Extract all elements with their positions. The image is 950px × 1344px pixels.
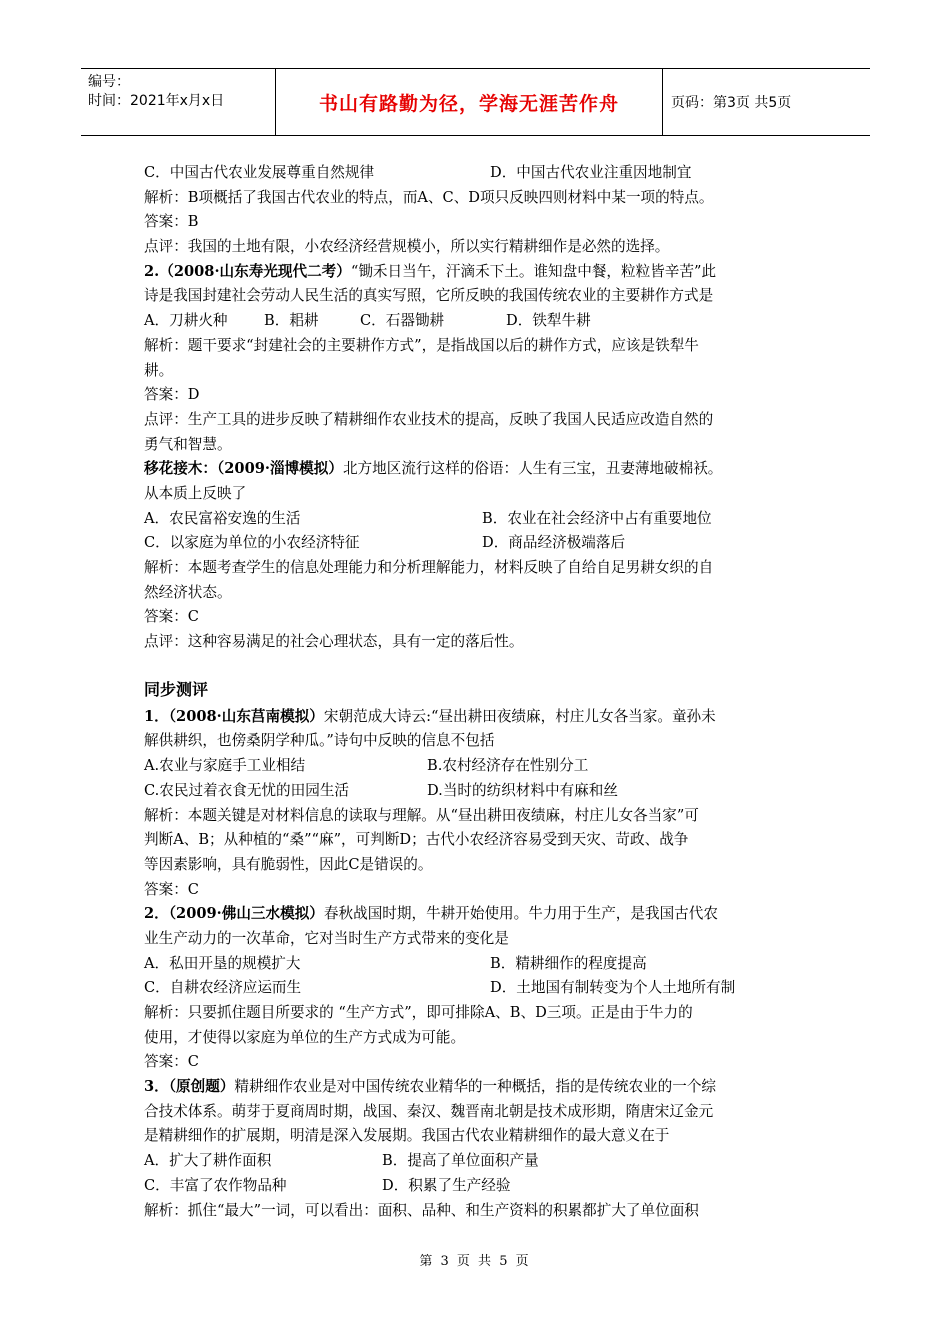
answer-option: D．商品经济极端落后 [482, 534, 626, 552]
line-text: 北方地区流行这样的俗语：人生有三宝，丑妻薄地破棉袄。 [342, 460, 723, 478]
question-label: 1．（2008·山东莒南模拟） [144, 707, 324, 725]
text-line [144, 1026, 812, 1051]
option-row [144, 1149, 812, 1174]
answer-option: B．提高了单位面积产量 [382, 1152, 539, 1170]
line-text: 是精耕细作的扩展期，明清是深入发展期。我国古代农业精耕细作的最大意义在于 [144, 1127, 670, 1145]
answer-option: A．刀耕火种 [144, 312, 228, 330]
text-line [144, 482, 812, 507]
line-text: 合技术体系。萌芽于夏商周时期，战国、秦汉、魏晋南北朝是技术成形期，隋唐宋辽金元 [144, 1102, 714, 1120]
option-row [144, 507, 812, 532]
line-text: 点评：我国的土地有限，小农经济经营规模小，所以实行精耕细作是必然的选择。 [144, 238, 670, 256]
question-label: 2.（2008·山东寿光现代二考） [144, 262, 351, 280]
option-row [144, 531, 812, 556]
line-text: 解析：B项概括了我国古代农业的特点，而A、C、D项只反映四则材料中某一项的特点。 [144, 188, 714, 206]
text-line [144, 186, 812, 211]
text-line [144, 705, 812, 730]
answer-option: C．以家庭为单位的小农经济特征 [144, 534, 360, 552]
question-label: 3．（原创题） [144, 1078, 235, 1096]
text-line [144, 383, 812, 408]
line-text: 点评：生产工具的进步反映了精耕细作农业技术的提高，反映了我国人民适应改造自然的 [144, 410, 714, 428]
line-text: 答案：B [144, 213, 199, 231]
question-label: 2．（2009·佛山三水模拟） [144, 905, 324, 923]
text-line [144, 804, 812, 829]
answer-option: D．铁犁牛耕 [506, 312, 591, 330]
answer-option: C．石器锄耕 [360, 312, 445, 330]
answer-option: B．精耕细作的程度提高 [490, 954, 647, 972]
line-text: 业生产动力的一次革命，它对当时生产方式带来的变化是 [144, 929, 509, 947]
answer-option: D.当时的纺织材料中有麻和丝 [427, 781, 618, 799]
option-row [144, 754, 812, 779]
question-label: 移花接木：（2009·淄博模拟） [144, 460, 343, 478]
answer-option: B．耜耕 [264, 312, 319, 330]
answer-option: C．中国古代农业发展尊重自然规律 [144, 164, 375, 181]
line-text: 从本质上反映了 [144, 484, 247, 502]
document-body [144, 161, 812, 1223]
text-line [144, 334, 812, 359]
line-text: 解析：本题考查学生的信息处理能力和分析理解能力，材料反映了自给自足男耕女织的自 [144, 559, 714, 576]
example-block [144, 161, 812, 655]
answer-option: D．中国古代农业注重因地制宜 [490, 164, 692, 181]
text-line [144, 1001, 812, 1026]
page-footer: 第 3 页 共 5 页 [419, 1254, 531, 1269]
text-line [144, 902, 812, 927]
text-line [144, 1199, 812, 1224]
answer-option: A．扩大了耕作面积 [144, 1152, 272, 1170]
line-text: 精耕细作农业是对中国传统农业精华的一种概括，指的是传统农业的一个综 [234, 1078, 717, 1096]
line-text: 耕。 [144, 361, 174, 379]
answer-option: B.农村经济存在性别分工 [427, 757, 589, 775]
line-text: 解析：只要抓住题目所要求的 “生产方式”，即可排除A、B、D三项。正是由于牛力的 [144, 1004, 693, 1021]
text-line [144, 235, 812, 260]
line-text: 春秋战国时期，牛耕开始使用。牛力用于生产，是我国古代农 [323, 905, 718, 923]
header-meta [81, 69, 276, 135]
text-line [144, 1050, 812, 1075]
option-row [144, 779, 812, 804]
line-text: 解析：题干要求“封建社会的主要耕作方式”，是指战国以后的耕作方式，应该是铁犁牛 [144, 336, 699, 354]
line-text: 答案：D [144, 386, 200, 404]
text-line [144, 605, 812, 630]
doc-number-label: 编号： [88, 74, 130, 90]
text-line [144, 556, 812, 581]
text-line [144, 210, 812, 235]
text-line [144, 729, 812, 754]
header-motto: 书山有路勤为径，学海无涯苦作舟 [276, 69, 663, 135]
answer-option: C.农民过着衣食无忧的田园生活 [144, 781, 350, 799]
answer-option: A．农民富裕安逸的生活 [144, 509, 301, 527]
line-text: 然经济状态。 [144, 583, 232, 601]
line-text: 点评：这种容易满足的社会心理状态，具有一定的落后性。 [144, 633, 524, 651]
line-text: “锄禾日当午，汗滴禾下土。谁知盘中餐，粒粒皆辛苦”此 [350, 262, 717, 280]
text-line [144, 433, 812, 458]
answer-option: D．积累了生产经验 [382, 1176, 511, 1194]
section-title: 同步测评 [144, 679, 209, 699]
line-text: 判断A、B；从种植的“桑”“麻”，可判断D；古代小农经济容易受到天灾、苛政、战争 [144, 831, 689, 849]
text-line [144, 260, 812, 285]
text-line [144, 457, 812, 482]
line-text: 使用，才使得以家庭为单位的生产方式成为可能。 [144, 1028, 466, 1046]
option-row [144, 952, 812, 977]
line-text: 解析：本题关键是对材料信息的读取与理解。从“昼出耕田夜绩麻，村庄儿女各当家”可 [144, 806, 699, 824]
answer-option: A．私田开垦的规模扩大 [144, 954, 301, 972]
text-line [144, 878, 812, 903]
line-text: 解析：抓住“最大”一词，可以看出：面积、品种、和生产资料的积累都扩大了单位面积 [144, 1201, 699, 1219]
answer-option: C．自耕农经济应运而生 [144, 979, 302, 997]
text-line [144, 581, 812, 606]
answer-option: A.农业与家庭手工业相结 [144, 757, 306, 775]
text-line [144, 408, 812, 433]
page-header [81, 68, 870, 136]
text-line [144, 1124, 812, 1149]
text-line [144, 284, 812, 309]
text-line [144, 927, 812, 952]
text-line [144, 359, 812, 384]
line-text: 答案：C [144, 880, 199, 898]
option-row [144, 1174, 812, 1199]
line-text: 等因素影响，具有脆弱性，因此C是错误的。 [144, 855, 433, 873]
answer-option: D．土地国有制转变为个人土地所有制 [490, 979, 736, 997]
exercise-block [144, 705, 812, 1223]
text-line [144, 1075, 812, 1100]
line-text: 宋朝范成大诗云:“昼出耕田夜绩麻，村庄儿女各当家。童孙未 [323, 707, 716, 725]
answer-option: B．农业在社会经济中占有重要地位 [482, 509, 712, 527]
line-text: 答案：C [144, 1053, 199, 1071]
text-line [144, 828, 812, 853]
text-line [144, 630, 812, 655]
line-text: 答案：C [144, 608, 199, 626]
line-text: 解供耕织，也傍桑阴学种瓜。”诗句中反映的信息不包括 [144, 732, 495, 750]
option-row [144, 161, 812, 186]
line-text: 勇气和智慧。 [144, 435, 232, 453]
header-page-info: 页码：第3页 共5页 [671, 95, 792, 111]
answer-option: C．丰富了农作物品种 [144, 1176, 287, 1194]
doc-time-label: 时间：2021年x月x日 [88, 93, 225, 109]
line-text: 诗是我国封建社会劳动人民生活的真实写照，它所反映的我国传统农业的主要耕作方式是 [144, 287, 714, 305]
text-line [144, 1100, 812, 1125]
option-row [144, 976, 812, 1001]
option-row [144, 309, 812, 334]
text-line [144, 853, 812, 878]
